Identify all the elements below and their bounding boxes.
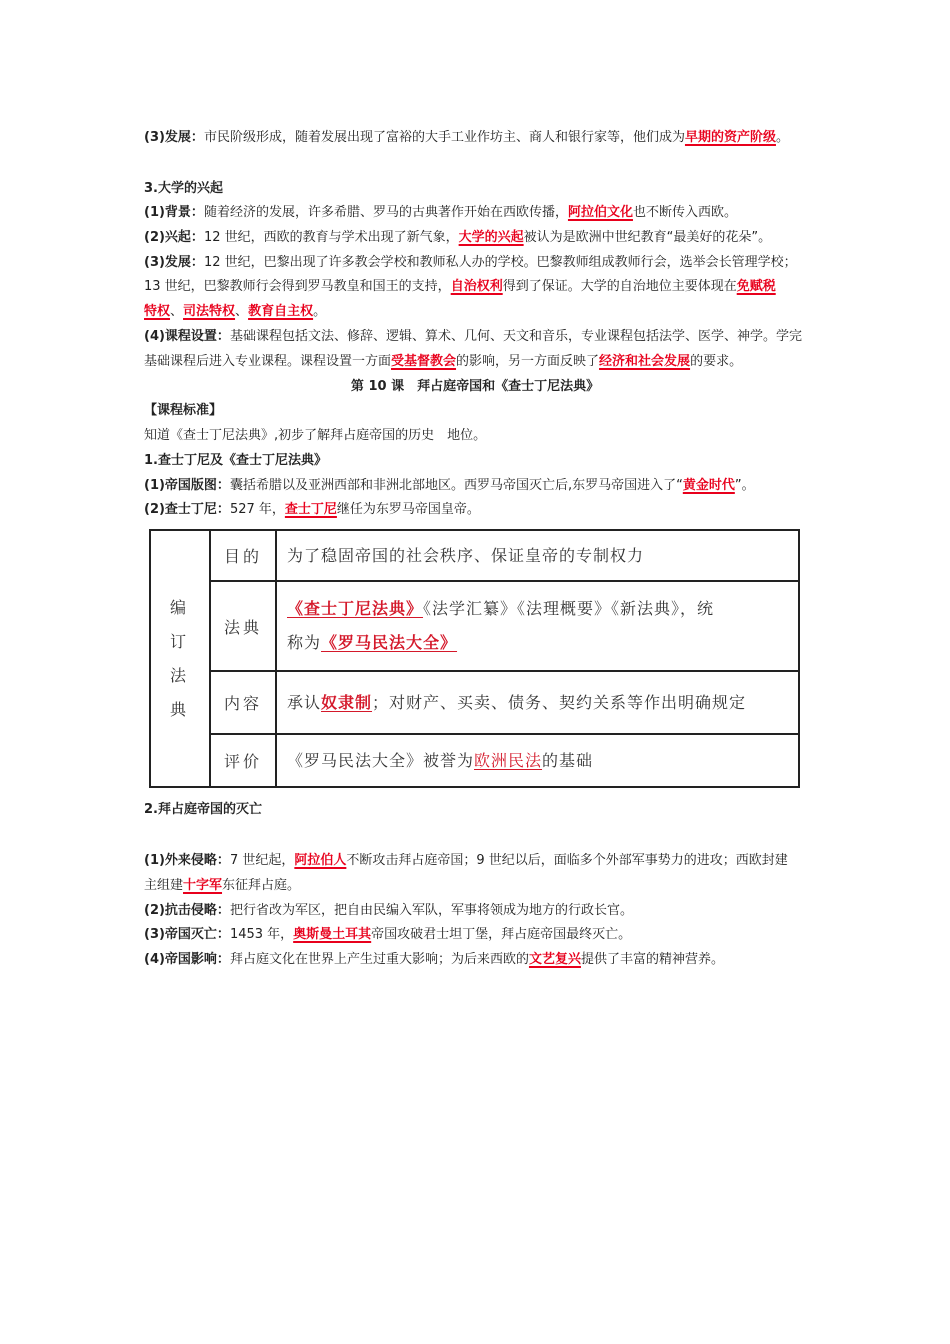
invasion-text: 7 世纪起， xyxy=(229,853,295,868)
slavery-highlight: 奴隶制 xyxy=(321,692,373,712)
justinian-code-highlight: 《查士丁尼法典》 xyxy=(287,599,424,618)
rise-label: (2)兴起： xyxy=(144,230,204,245)
renaissance-highlight: 文艺复兴 xyxy=(528,952,581,967)
curriculum-text-3: 的影响，另一方面反映了 xyxy=(456,354,600,369)
justinian-text: 527 年， xyxy=(229,502,285,517)
demise-label: (3)帝国灭亡： xyxy=(144,927,230,942)
dev-highlight: 早期的资产阶级 xyxy=(684,130,776,145)
group-label-2: 法典 xyxy=(169,665,190,719)
development-text: 12 世纪，巴黎出现了许多教会学校和教师私人办的学校。巴黎教师组成教师行会，选举会长管理学校； xyxy=(203,255,797,270)
judicial-privilege-highlight: 司法特权 xyxy=(183,304,236,319)
rise-text-end: 被认为是欧洲中世纪教育“最美好的花朵”。 xyxy=(523,230,772,245)
demise-paragraph xyxy=(144,922,850,947)
demise-text: 1453 年， xyxy=(229,927,294,942)
rise-highlight: 大学的兴起 xyxy=(458,230,524,245)
development-text-3: 得到了保证。大学的自治地位主要体现在 xyxy=(502,279,737,294)
evaluation-key: 评价 xyxy=(210,734,276,787)
purpose-key: 目的 xyxy=(210,530,276,581)
evaluation-text: 《罗马民法大全》被誉为 xyxy=(287,750,475,770)
impact-label: (4)帝国影响： xyxy=(144,952,230,967)
curriculum-text: 基础课程包括文法、修辞、逻辑、算术、几何、天文和音乐，专业课程包括法学、医学、神学。学完 xyxy=(229,329,802,344)
table-row-content xyxy=(150,671,799,734)
table-row-purpose xyxy=(150,530,799,581)
privilege-highlight: 特权 xyxy=(144,304,171,319)
territory-text-end: ”。 xyxy=(734,478,755,493)
justinian-label: (2)查士丁尼： xyxy=(144,502,230,517)
dev-text-end: 。 xyxy=(775,130,789,145)
curriculum-line2 xyxy=(144,349,850,374)
resistance-paragraph xyxy=(144,898,850,923)
university-rise xyxy=(144,225,850,250)
lesson-title: 第 10 课 拜占庭帝国和《查士丁尼法典》 xyxy=(350,379,600,394)
resistance-text: 把行省改为军区，把自由民编入军队，军事将领成为地方的行政长官。 xyxy=(229,903,633,918)
development-label: (3)发展： xyxy=(144,255,204,270)
university-development-line3 xyxy=(144,299,850,324)
invasion-line1 xyxy=(144,848,850,873)
golden-age-highlight: 黄金时代 xyxy=(682,478,735,493)
content-text: 承认 xyxy=(287,692,322,712)
curriculum-label: (4)课程设置： xyxy=(144,329,230,344)
development-end: 。 xyxy=(313,304,327,319)
territory-text: 囊括希腊以及亚洲西部和非洲北部地区。西罗马帝国灭亡后,东罗马帝国进入了“ xyxy=(229,478,683,493)
corpus-juris-highlight: 《罗马民法大全》 xyxy=(321,633,458,652)
justinian-paragraph xyxy=(144,497,850,522)
tax-exemption-highlight: 免赋税 xyxy=(736,279,776,294)
rise-text: 12 世纪，西欧的教育与学术出现了新气象， xyxy=(203,230,459,245)
curriculum-line1 xyxy=(144,324,850,349)
education-autonomy-highlight: 教育自主权 xyxy=(248,304,314,319)
invasion-text-4: 东征拜占庭。 xyxy=(222,878,301,893)
justinian-highlight: 查士丁尼 xyxy=(284,502,337,517)
evaluation-text-2: 的基础 xyxy=(542,750,594,770)
content-value xyxy=(276,671,799,734)
content-key: 内容 xyxy=(210,671,276,734)
impact-text-2: 提供了丰富的精神营养。 xyxy=(580,952,724,967)
territory-paragraph xyxy=(144,473,850,498)
resistance-label: (2)抗击侵略： xyxy=(144,903,230,918)
codex-table xyxy=(149,529,800,788)
background-label: (1)背景： xyxy=(144,205,204,220)
university-background xyxy=(144,200,850,225)
codex-text: 《法学汇纂》《法理概要》《新法典》，统 xyxy=(423,599,715,618)
group-cell xyxy=(150,530,210,787)
invasion-text-2: 不断攻击拜占庭帝国；9 世纪以后，面临多个外部军事势力的进攻；西欧封建 xyxy=(346,853,788,868)
invasion-label: (1)外来侵略： xyxy=(144,853,230,868)
autonomy-highlight: 自治权利 xyxy=(450,279,503,294)
justinian-text-end: 继任为东罗马帝国皇帝。 xyxy=(336,502,480,517)
ottoman-highlight: 奥斯曼土耳其 xyxy=(293,927,372,942)
content-text-2: ；对财产、买卖、债务、契约关系等作出明确规定 xyxy=(372,692,747,712)
standard-heading: 【课程标准】 xyxy=(144,403,223,418)
section1-heading: 1.查士丁尼及《查士丁尼法典》 xyxy=(144,453,327,468)
fall-heading: 2.拜占庭帝国的灭亡 xyxy=(144,802,262,817)
dev-text: 市民阶级形成，随着发展出现了富裕的大手工业作坊主、商人和银行家等，他们成为 xyxy=(203,130,685,145)
codex-value xyxy=(276,581,799,671)
sep-2: 、 xyxy=(235,304,249,319)
church-highlight: 受基督教会 xyxy=(391,354,457,369)
table-row-codex xyxy=(150,581,799,671)
dev-label: (3)发展： xyxy=(144,130,204,145)
standard-text: 知道《查士丁尼法典》,初步了解拜占庭帝国的历史 地位。 xyxy=(144,428,487,443)
curriculum-text-4: 的要求。 xyxy=(690,354,743,369)
impact-text: 拜占庭文化在世界上产生过重大影响；为后来西欧的 xyxy=(229,952,529,967)
territory-label: (1)帝国版图： xyxy=(144,478,230,493)
european-law-highlight: 欧洲民法 xyxy=(474,750,543,770)
codex-key: 法典 xyxy=(210,581,276,671)
arabs-highlight: 阿拉伯人 xyxy=(294,853,347,868)
demise-text-2: 帝国攻破君士坦丁堡，拜占庭帝国最终灭亡。 xyxy=(371,927,632,942)
curriculum-text-2: 基础课程后进入专业课程。课程设置一方面 xyxy=(144,354,392,369)
background-text-end: 也不断传入西欧。 xyxy=(632,205,737,220)
background-highlight: 阿拉伯文化 xyxy=(567,205,633,220)
development-text-2: 13 世纪，巴黎教师行会得到罗马教皇和国王的支持， xyxy=(144,279,451,294)
university-development-line2 xyxy=(144,274,850,299)
codex-text-2: 称为 xyxy=(287,633,322,652)
crusaders-highlight: 十字军 xyxy=(183,878,223,893)
evaluation-value xyxy=(276,734,799,787)
group-label-1: 编订 xyxy=(169,597,190,651)
dev-paragraph xyxy=(144,125,850,150)
impact-paragraph xyxy=(144,947,850,972)
university-heading: 3.大学的兴起 xyxy=(144,181,223,196)
invasion-text-3: 主组建 xyxy=(144,878,184,893)
economy-highlight: 经济和社会发展 xyxy=(599,354,691,369)
university-development-line1 xyxy=(144,250,850,275)
invasion-line2 xyxy=(144,873,850,898)
background-text: 随着经济的发展，许多希腊、罗马的古典著作开始在西欧传播， xyxy=(203,205,568,220)
purpose-value: 为了稳固帝国的社会秩序、保证皇帝的专制权力 xyxy=(276,530,799,581)
sep-1: 、 xyxy=(170,304,184,319)
table-row-evaluation xyxy=(150,734,799,787)
